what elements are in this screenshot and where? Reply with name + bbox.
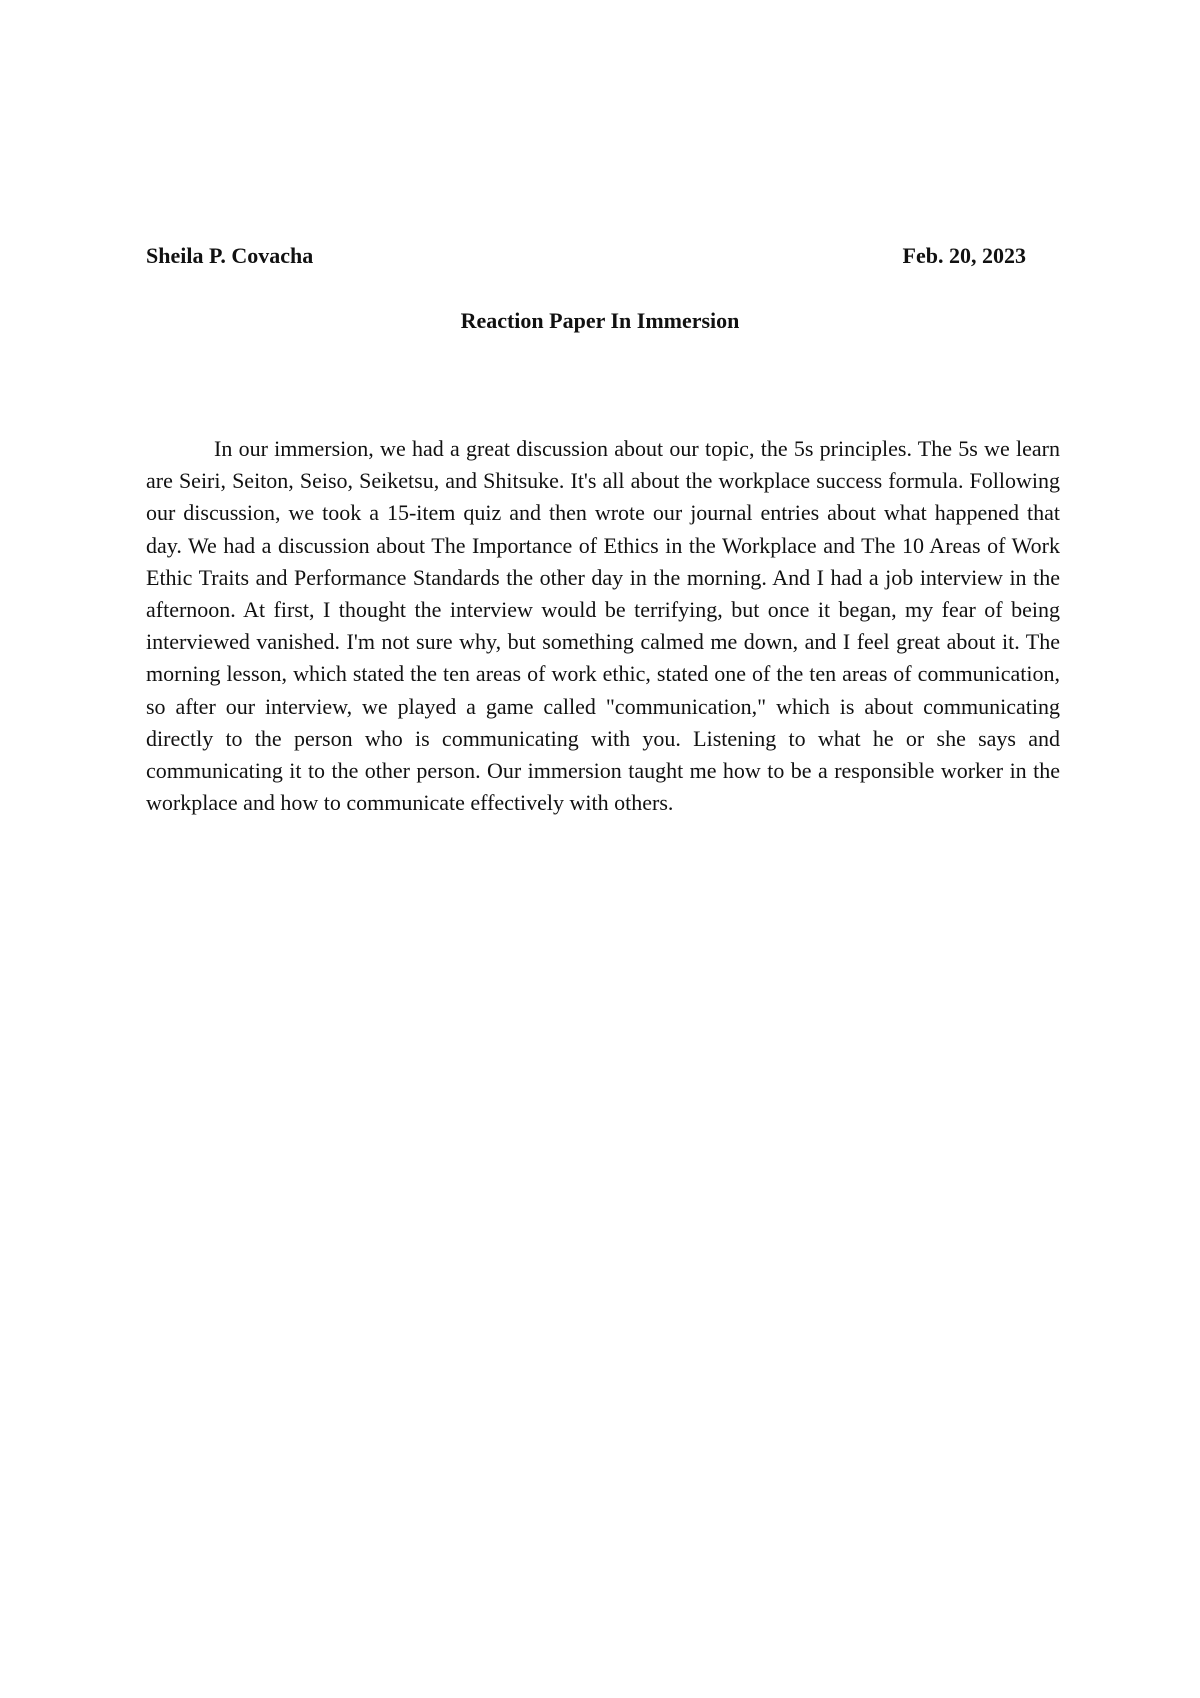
document-title: Reaction Paper In Immersion [460, 308, 740, 333]
body-paragraph: In our immersion, we had a great discussion about our topic, the 5s principles. The 5s we learn are Seiri, Seiton, Seiso, Seiketsu, and Shitsuke. It's all about the workplace success formula. Following our discussion, we took a 15-item quiz and then wrote our journal entries about what happened that day. We had a discussion about The Importance of Ethics in the Workplace and The 10 Areas of Work Ethic Traits and Performance Standards the other day in the morning. And I had a job interview in the afternoon. At first, I thought the interview would be terrifying, but once it began, my fear of being interviewed vanished. I'm not sure why, but something calmed me down, and I feel great about it. The morning lesson, which stated the ten areas of work ethic, stated one of the ten areas of communication, so after our interview, we played a game called "communication," which is about communicating directly to the person who is communicating with you. Listening to what he or she says and communicating it to the other person. Our immersion taught me how to be a responsible worker in the workplace and how to communicate effectively with others. [146, 436, 1060, 816]
author-name: Sheila P. Covacha [146, 243, 314, 268]
document-header [146, 243, 1026, 273]
document-date: Feb. 20, 2023 [902, 243, 1026, 268]
